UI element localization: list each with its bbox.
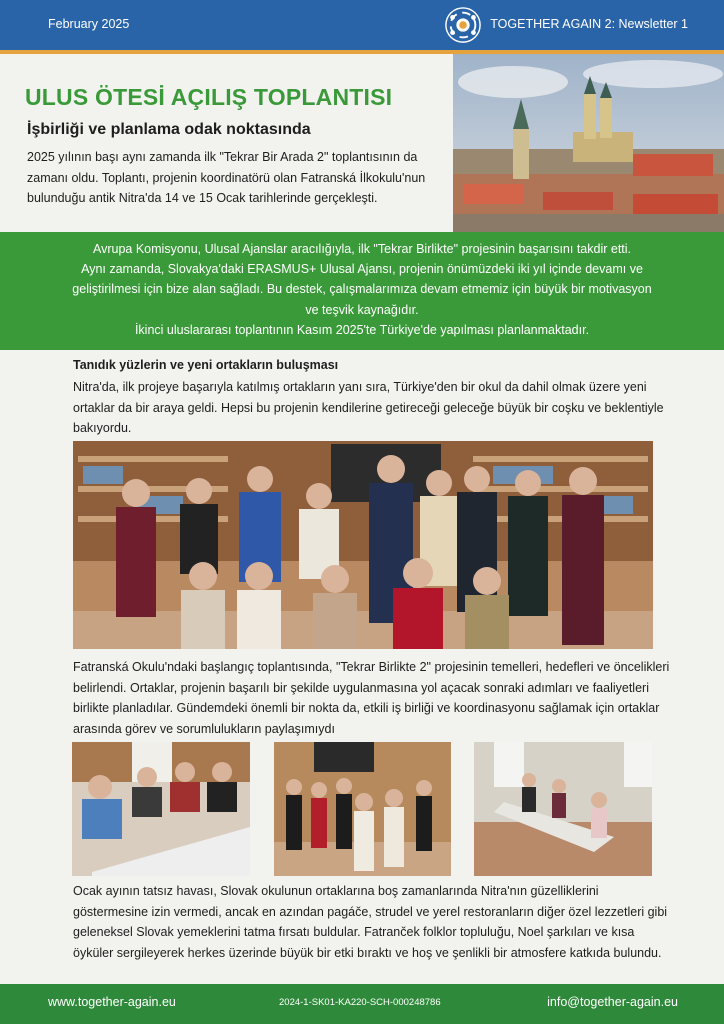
highlight-box (0, 232, 724, 350)
highlight-line: geliştirilmesi için bize alan sağladı. Bu destek, çalışmalarımıza devam etmemiz için büyük bir motivasyon (72, 282, 652, 297)
newsletter-series-title: TOGETHER AGAIN 2: Newsletter 1 (490, 17, 688, 31)
highlight-line: İkinci uluslararası toplantının Kasım 2025'te Türkiye'de yapılması planlanmaktadır. (134, 322, 590, 337)
highlight-line: ve teşvik kaynağıdır. (305, 302, 419, 317)
section-heading: Tanıdık yüzlerin ve yeni ortakların buluşması (73, 358, 339, 372)
together-again-logo (444, 6, 482, 44)
highlight-line: Aynı zamanda, Slovakya'daki ERASMUS+ Ulusal Ajansı, projenin önümüzdeki iki yıl içinde devamı ve (81, 262, 643, 277)
footer-bar (0, 984, 724, 1024)
section-paragraph-1: Nitra'da, ilk projeye başarıyla katılmış ortakların yanı sıra, Türkiye'den bir okul da dahil olmak üzere yeni ortaklar da bir araya geldi. Hepsi bu projenin kendilerine getireceği geleceğe büyük bir coşku ve beklentiyle bakıyordu. (73, 380, 664, 435)
website-link[interactable]: www.together-again.eu (48, 995, 176, 1009)
issue-date: February 2025 (48, 17, 130, 31)
intro-paragraph: 2025 yılının başı aynı zamanda ilk "Tekrar Bir Arada 2" toplantısının da zamanı oldu. Toplantı, projenin koordinatörü olan Fatranská İlkokulu'nun bulunduğu antik Nitra'da 14 ve 15 Ocak tarihlerinde gerçekleşti. (27, 150, 426, 205)
folklore-photo (274, 742, 451, 876)
email-link[interactable]: info@together-again.eu (547, 995, 678, 1009)
nitra-city-photo (453, 54, 724, 232)
section-paragraph-3: Ocak ayının tatsız havası, Slovak okulunun ortaklarına boş zamanlarında Nitra'nın güzelliklerini göstermesine izin vermedi, ancak en azından pagáče, strudel ve yerel restoranların diğer özel lezzetleri gibi geleneksel Slovak yemeklerini tatma fırsatı buldular. Fatranček folklor topluluğu, Noel şarkıları ve kısa öyküler sergileyerek herkes üzerinde büyük bir etki bıraktı ve hoş ve şenlikli bir atmosfere katkıda bulundu. (73, 884, 668, 960)
section-paragraph-2: Fatranská Okulu'ndaki başlangıç toplantısında, "Tekrar Birlikte 2" projesinin temelleri, hedefleri ve öncelikleri belirlendi. Ortaklar, projenin başarılı bir şekilde uygulanmasına yol açacak sonraki adımları ve faaliyetleri birlikte planladılar. Gündemdeki önemli bir nokta da, etkili iş birliği ve koordinasyonu sağlamak için ortaklar arasında görev ve sorumlulukların paylaşımıydı (73, 660, 670, 736)
project-code: 2024-1-SK01-KA220-SCH-000248786 (279, 997, 441, 1008)
highlight-line: Avrupa Komisyonu, Ulusal Ajanslar aracılığıyla, ilk "Tekrar Birlikte" projesinin başarısını takdir etti. (92, 242, 632, 256)
group-photo (73, 441, 653, 649)
article-title: ULUS ÖTESİ AÇILIŞ TOPLANTISI (25, 84, 393, 110)
classroom-photo (474, 742, 652, 876)
article-subtitle: İşbirliği ve planlama odak noktasında (27, 121, 311, 138)
workshop-photo (72, 742, 250, 876)
header-bar (0, 0, 724, 50)
